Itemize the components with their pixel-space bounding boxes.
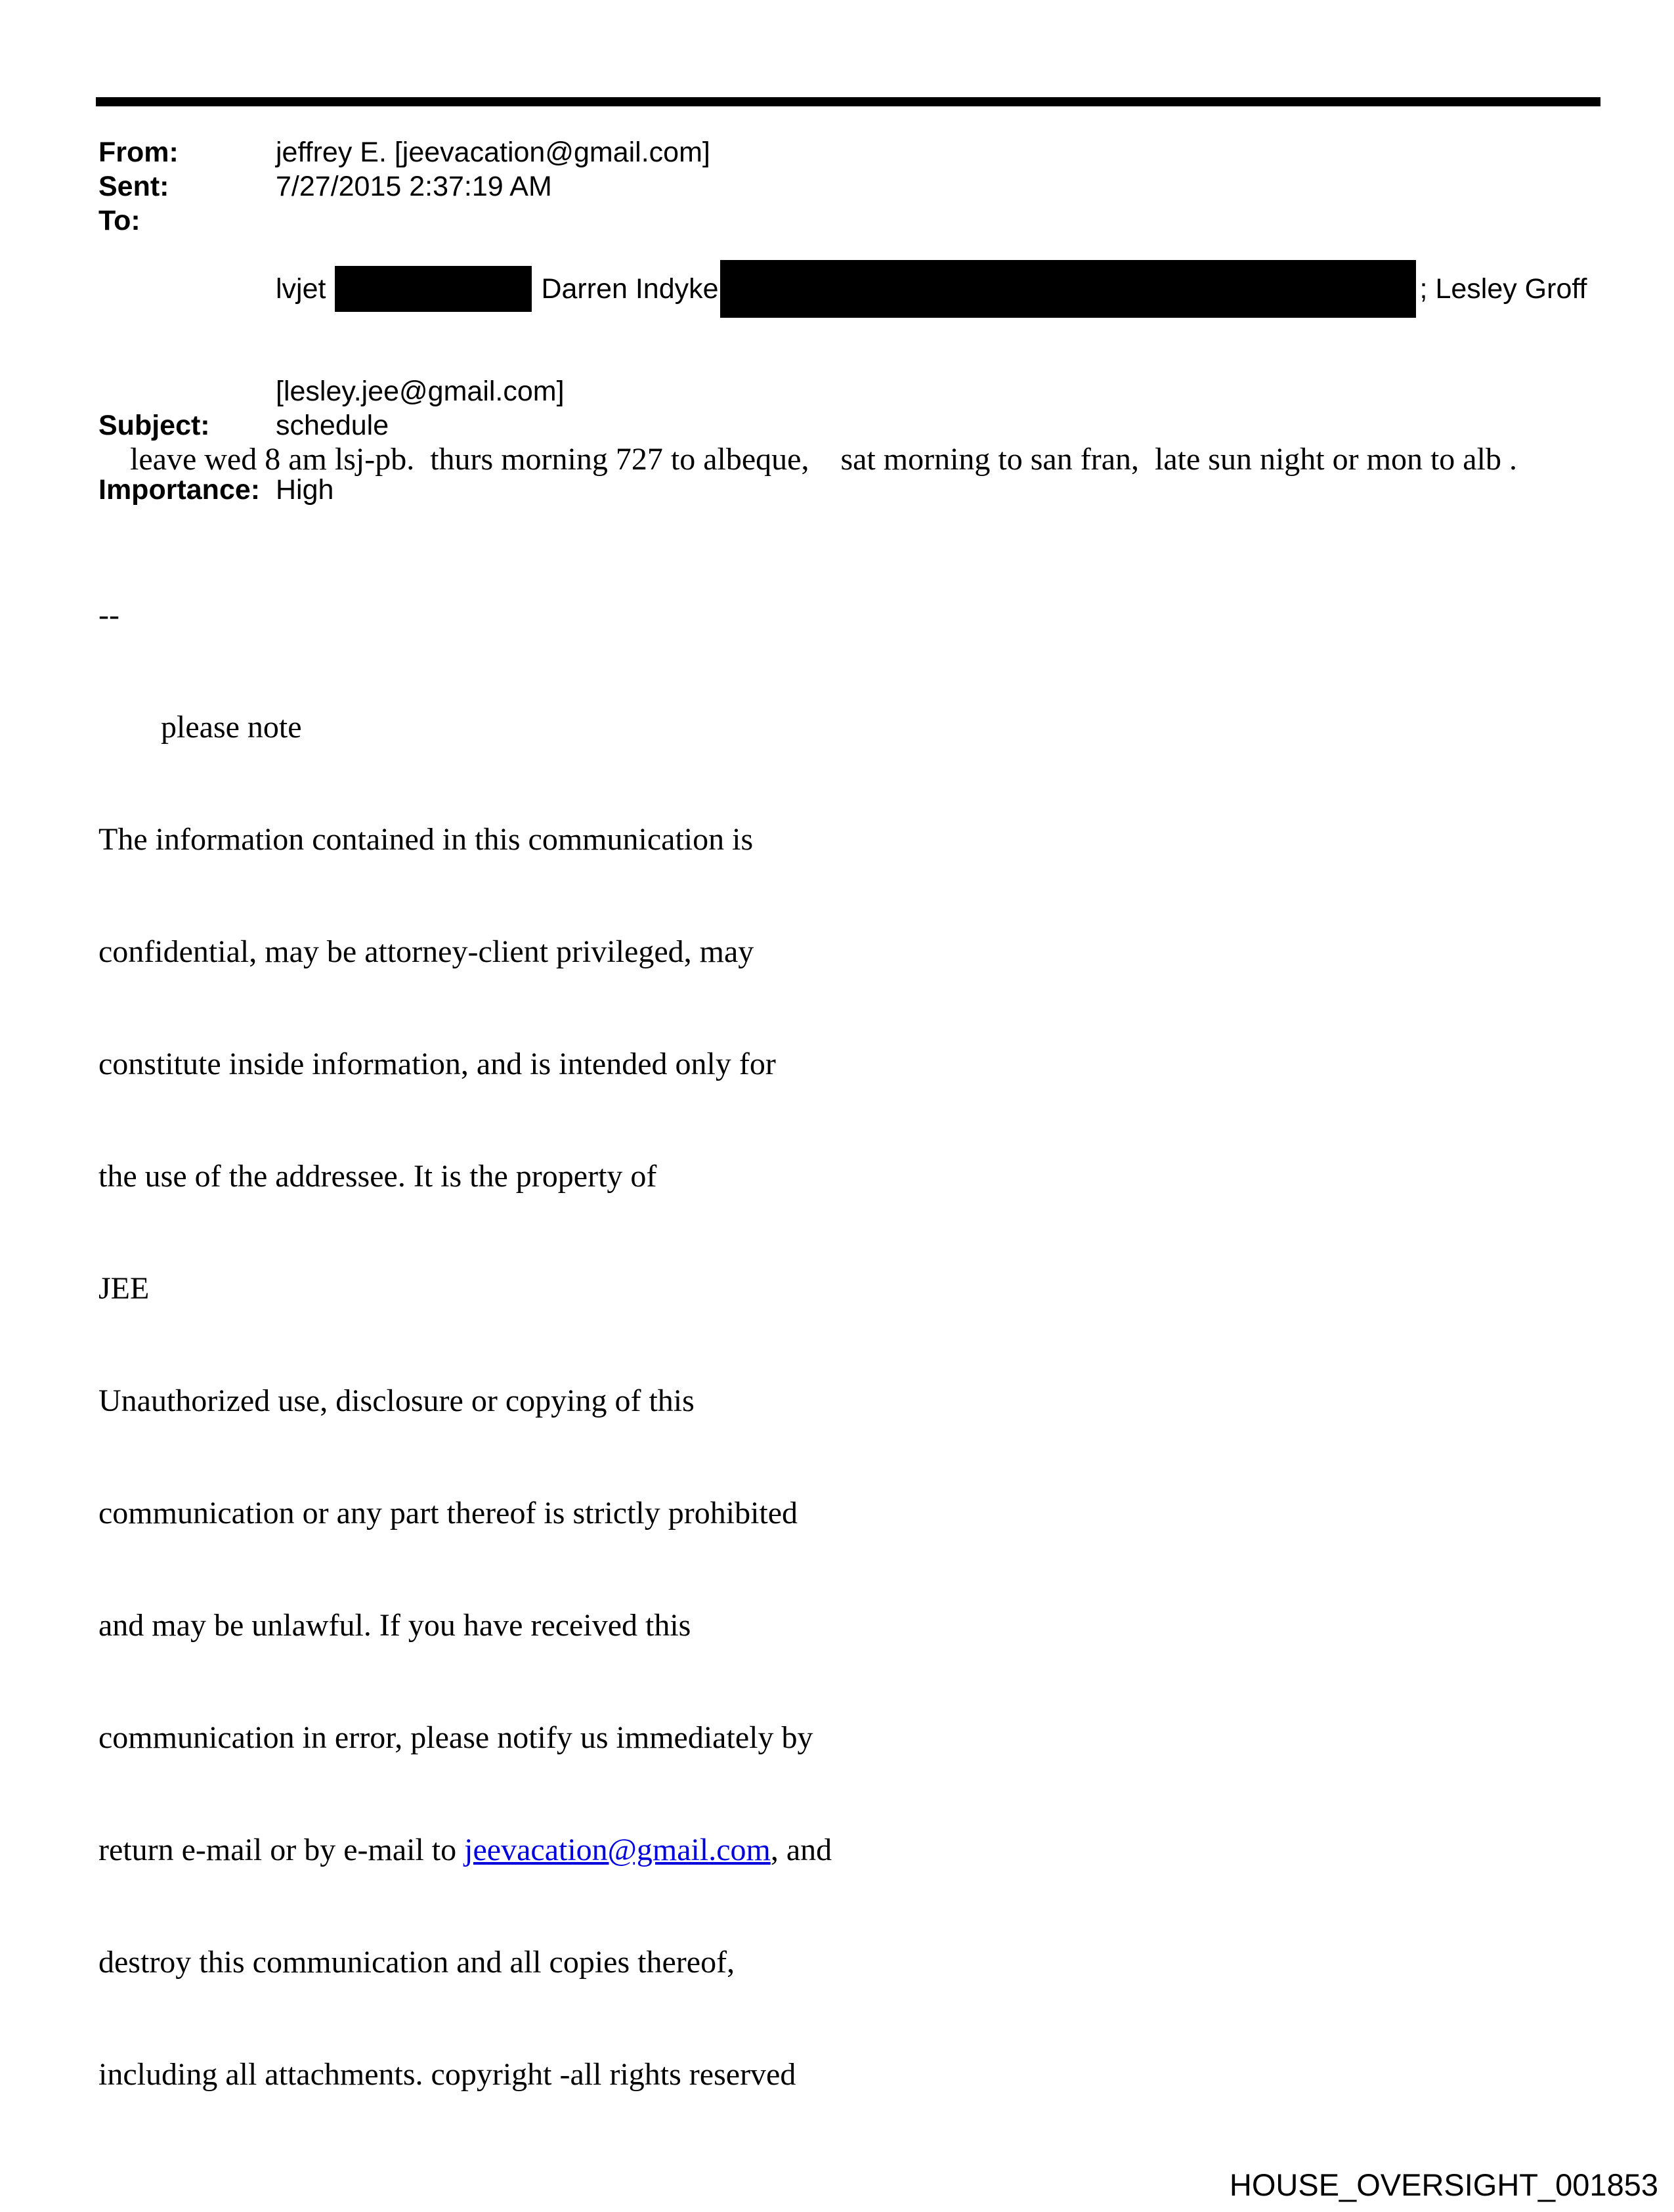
from-value: jeffrey E. [jeevacation@gmail.com] <box>276 137 710 168</box>
redaction-box-1 <box>335 266 532 312</box>
to-recipient-1: lvjet <box>276 273 326 305</box>
please-note-heading: please note <box>161 710 302 745</box>
to-recipient-2: Darren Indyke <box>541 273 719 305</box>
signature-separator: -- <box>98 597 119 632</box>
importance-value: High <box>276 474 334 506</box>
header-divider-bar <box>96 97 1600 106</box>
schedule-text: leave wed 8 am lsj-pb. thurs morning 727 to albeque, sat morning to san fran, late sun night or mon to alb . <box>130 442 1517 477</box>
signature-disclaimer-block <box>98 521 1083 2168</box>
to-value-line2: [lesley.jee@gmail.com] <box>276 376 565 407</box>
to-recipients-line <box>276 272 1648 306</box>
email-body <box>98 401 1641 519</box>
from-label: From: <box>98 137 179 168</box>
importance-label: Importance: <box>98 474 261 506</box>
disclaimer-line: Unauthorized use, disclosure or copying of this <box>98 1383 695 1418</box>
bates-number: HOUSE_OVERSIGHT_001853 <box>1229 2167 1658 2202</box>
redaction-box-2 <box>720 260 1416 318</box>
subject-value: schedule <box>276 410 389 441</box>
header-row-from <box>98 135 1648 169</box>
disclaimer-line: JEE <box>98 1271 150 1306</box>
disclaimer-line: constitute inside information, and is intended only for <box>98 1047 776 1081</box>
link-line-after: , and <box>770 1832 832 1867</box>
disclaimer-line: the use of the addressee. It is the property of <box>98 1159 657 1194</box>
disclaimer-link-line <box>98 1831 1083 1869</box>
header-row-to <box>98 204 1648 374</box>
disclaimer-line: including all attachments. copyright -all rights reserved <box>98 2057 796 2092</box>
link-line-before: return e-mail or by e-mail to <box>98 1832 465 1867</box>
to-recipient-3: ; Lesley Groff <box>1419 273 1587 305</box>
to-label: To: <box>98 205 140 236</box>
disclaimer-line: destroy this communication and all copies thereof, <box>98 1945 735 1980</box>
disclaimer-line: The information contained in this communication is <box>98 822 754 857</box>
sent-label: Sent: <box>98 171 169 202</box>
disclaimer-line: confidential, may be attorney-client privileged, may <box>98 934 754 969</box>
disclaimer-line: communication in error, please notify us immediately by <box>98 1720 813 1755</box>
header-row-sent <box>98 169 1648 204</box>
sent-value: 7/27/2015 2:37:19 AM <box>276 171 552 202</box>
subject-label: Subject: <box>98 410 210 441</box>
disclaimer-line: communication or any part thereof is strictly prohibited <box>98 1496 798 1530</box>
email-link[interactable]: jeevacation@gmail.com <box>464 1832 771 1867</box>
disclaimer-line: and may be unlawful. If you have received this <box>98 1608 691 1643</box>
